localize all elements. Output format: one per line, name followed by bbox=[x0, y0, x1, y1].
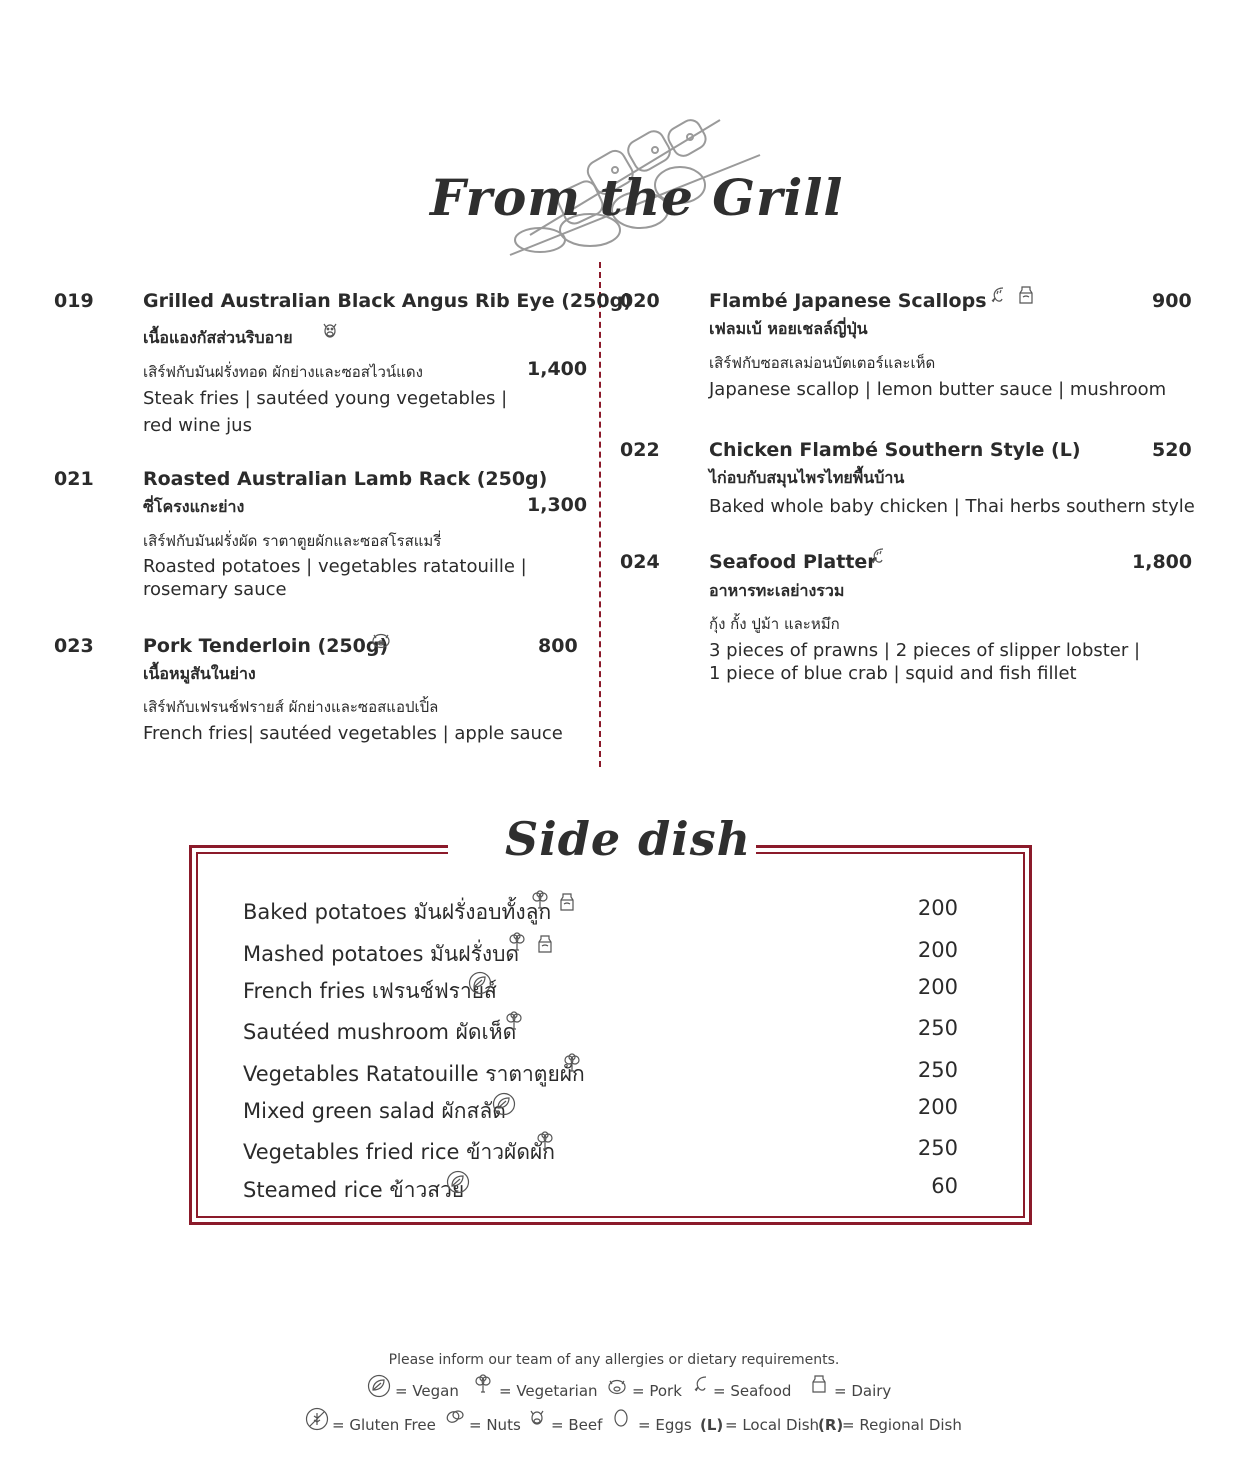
item-price: 520 bbox=[1152, 439, 1192, 461]
item-thai-desc: เสิร์ฟกับมันฝรั่งผัด ราตาตูยผักและซอสโรสแมรี่ bbox=[143, 532, 442, 550]
column-divider bbox=[599, 262, 601, 767]
item-code: 021 bbox=[54, 468, 94, 490]
legend-label: = Vegan bbox=[395, 1382, 459, 1400]
item-name: Pork Tenderloin (250g) bbox=[143, 635, 389, 657]
side-item-price: 200 bbox=[917, 975, 958, 999]
legend-label: = Regional Dish bbox=[842, 1416, 962, 1434]
item-thai-desc: เสิร์ฟกับซอสเลม่อนบัตเตอร์และเห็ด bbox=[709, 354, 936, 372]
legend-label: = Gluten Free bbox=[332, 1416, 436, 1434]
vegan-icon bbox=[446, 1170, 470, 1194]
item-name: Flambé Japanese Scallops bbox=[709, 290, 987, 312]
legend-label: = Local Dish bbox=[725, 1416, 820, 1434]
side-item-name: Vegetables fried rice ข้าวผัดผัก bbox=[243, 1140, 556, 1164]
item-thai-name: ซี่โครงแกะย่าง bbox=[143, 497, 245, 516]
grill-section-title: From the Grill bbox=[430, 168, 844, 227]
vegetarian-icon bbox=[562, 1053, 582, 1073]
item-desc-line: Steak fries | sautéed young vegetables | bbox=[143, 388, 508, 409]
legend-row-2 bbox=[305, 1407, 965, 1435]
vegan-icon bbox=[468, 971, 492, 995]
side-item-price: 200 bbox=[917, 896, 958, 920]
item-price: 1,800 bbox=[1132, 551, 1193, 573]
vegetarian-icon bbox=[473, 1374, 493, 1394]
side-item-name: Vegetables Ratatouille ราตาตูยผัก bbox=[243, 1062, 585, 1086]
seafood-icon bbox=[869, 546, 889, 566]
vegan-icon bbox=[492, 1092, 516, 1116]
seafood-icon bbox=[692, 1374, 712, 1394]
allergy-note: Please inform our team of any allergies or dietary requirements. bbox=[388, 1352, 840, 1368]
legend-row-1 bbox=[367, 1374, 927, 1402]
side-item-price: 60 bbox=[931, 1174, 958, 1198]
nuts-icon bbox=[445, 1407, 465, 1427]
item-desc-line: Baked whole baby chicken | Thai herbs southern style bbox=[709, 496, 1195, 517]
item-thai-desc: กุ้ง กั้ง ปูม้า และหมึก bbox=[709, 615, 840, 633]
side-item-price: 200 bbox=[917, 1095, 958, 1119]
item-desc-line: 3 pieces of prawns | 2 pieces of slipper lobster | bbox=[709, 640, 1141, 661]
item-code: 022 bbox=[620, 439, 660, 461]
item-thai-name: อาหารทะเลย่างรวม bbox=[709, 581, 845, 600]
local-dish-code: (L) bbox=[700, 1416, 724, 1434]
item-thai-desc: เสิร์ฟกับเฟรนช์ฟรายส์ ผักย่างและซอสแอปเปิ้ล bbox=[143, 698, 439, 716]
vegetarian-icon bbox=[507, 932, 527, 952]
eggs-icon bbox=[611, 1407, 631, 1427]
side-dish-section-title: Side dish bbox=[505, 812, 752, 866]
item-thai-name: เนื้อแองกัสส่วนริบอาย bbox=[143, 328, 293, 347]
item-desc-line: French fries| sautéed vegetables | apple sauce bbox=[143, 723, 563, 744]
legend-label: = Pork bbox=[632, 1382, 682, 1400]
side-item-name: Steamed rice ข้าวสวย bbox=[243, 1178, 465, 1202]
vegetarian-icon bbox=[504, 1011, 524, 1031]
item-desc-line: red wine jus bbox=[143, 415, 252, 436]
side-item-price: 250 bbox=[917, 1136, 958, 1160]
dairy-icon bbox=[535, 934, 555, 954]
beef-icon bbox=[527, 1407, 547, 1427]
item-code: 020 bbox=[620, 290, 660, 312]
item-name: Chicken Flambé Southern Style (L) bbox=[709, 439, 1081, 461]
vegan-icon bbox=[367, 1374, 391, 1398]
item-thai-name: เนื้อหมูสันในย่าง bbox=[143, 664, 256, 683]
item-thai-name: ไก่อบกับสมุนไพรไทยพื้นบ้าน bbox=[709, 468, 905, 487]
pork-icon bbox=[371, 630, 391, 650]
item-desc-line: rosemary sauce bbox=[143, 579, 287, 600]
legend-label: = Seafood bbox=[713, 1382, 792, 1400]
regional-dish-code: (R) bbox=[818, 1416, 844, 1434]
item-code: 019 bbox=[54, 290, 94, 312]
legend-label: = Dairy bbox=[834, 1382, 892, 1400]
legend-label: = Beef bbox=[551, 1416, 603, 1434]
item-name: Grilled Australian Black Angus Rib Eye (250g) bbox=[143, 290, 632, 312]
seafood-icon bbox=[989, 285, 1009, 305]
dairy-icon bbox=[1016, 285, 1036, 305]
item-desc-line: 1 piece of blue crab | squid and fish fillet bbox=[709, 663, 1077, 684]
item-price: 800 bbox=[538, 635, 578, 657]
item-thai-desc: เสิร์ฟกับมันฝรั่งทอด ผักย่างและซอสไวน์แดง bbox=[143, 363, 423, 381]
side-item-name: French fries เฟรนช์ฟรายส์ bbox=[243, 979, 497, 1003]
legend-label: = Vegetarian bbox=[499, 1382, 598, 1400]
dairy-icon bbox=[557, 892, 577, 912]
side-item-price: 250 bbox=[917, 1058, 958, 1082]
side-item-name: Mixed green salad ผักสลัด bbox=[243, 1099, 506, 1123]
legend-label: = Nuts bbox=[469, 1416, 521, 1434]
dairy-icon bbox=[809, 1374, 829, 1394]
item-desc-line: Roasted potatoes | vegetables ratatouille | bbox=[143, 556, 527, 577]
item-name: Seafood Platter bbox=[709, 551, 877, 573]
item-name: Roasted Australian Lamb Rack (250g) bbox=[143, 468, 548, 490]
item-thai-name: เฟลมเบ้ หอยเชลล์ญี่ปุ่น bbox=[709, 319, 868, 338]
vegetarian-icon bbox=[535, 1131, 555, 1151]
side-item-name: Baked potatoes มันฝรั่งอบทั้งลูก bbox=[243, 900, 552, 924]
vegetarian-icon bbox=[530, 890, 550, 910]
gluten-free-icon bbox=[305, 1407, 329, 1431]
item-desc-line: Japanese scallop | lemon butter sauce | mushroom bbox=[709, 379, 1167, 400]
item-price: 1,400 bbox=[527, 358, 588, 380]
side-item-price: 250 bbox=[917, 1016, 958, 1040]
item-price: 1,300 bbox=[527, 494, 588, 516]
beef-icon bbox=[320, 320, 340, 340]
legend-label: = Eggs bbox=[638, 1416, 692, 1434]
item-price: 900 bbox=[1152, 290, 1192, 312]
side-item-name: Sautéed mushroom ผัดเห็ด bbox=[243, 1020, 517, 1044]
side-item-price: 200 bbox=[917, 938, 958, 962]
side-item-name: Mashed potatoes มันฝรั่งบด bbox=[243, 942, 520, 966]
item-code: 024 bbox=[620, 551, 660, 573]
item-code: 023 bbox=[54, 635, 94, 657]
pork-icon bbox=[607, 1376, 627, 1396]
